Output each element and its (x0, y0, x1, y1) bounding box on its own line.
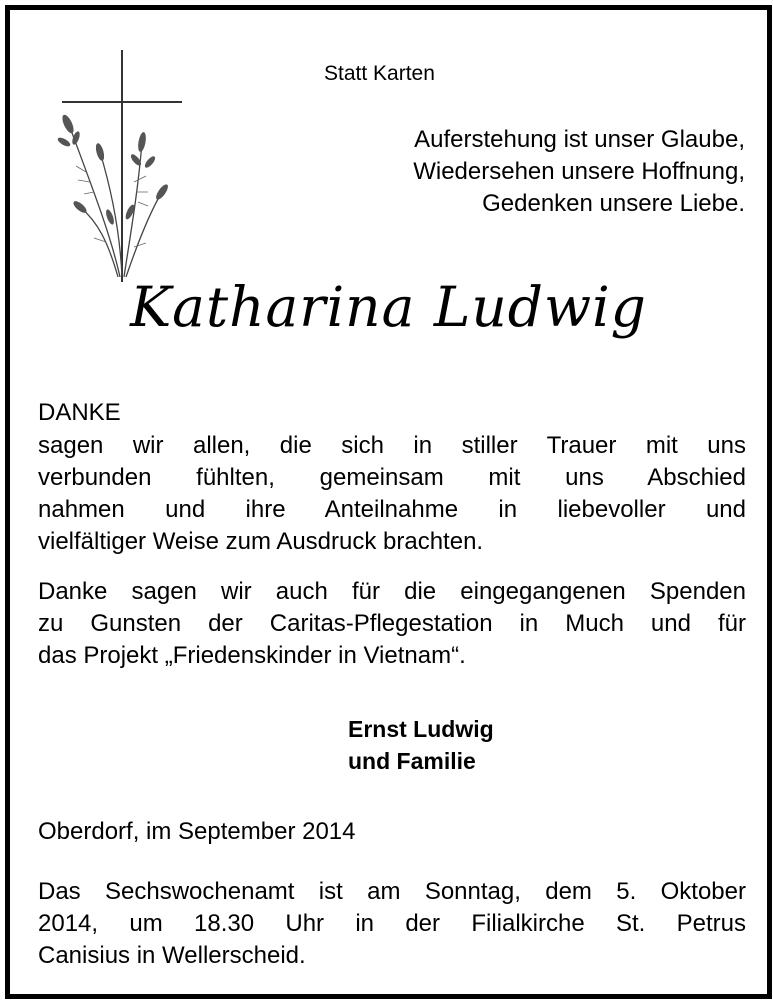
memorial-quote (325, 124, 745, 220)
thanks-heading: DANKE (38, 399, 121, 426)
paragraph-line: das Projekt „Friedenskinder in Vietnam“. (38, 642, 466, 669)
paragraph-line: sagen wir allen, die sich in stiller Trauer mit uns (38, 432, 746, 459)
service-paragraph (38, 876, 746, 972)
paragraph-line: Das Sechswochenamt ist am Sonntag, dem 5. Oktober (38, 878, 746, 905)
obituary-notice (5, 5, 772, 999)
paragraph-line: vielfältiger Weise zum Ausdruck brachten. (38, 528, 484, 555)
place-and-date: Oberdorf, im September 2014 (38, 818, 356, 845)
paragraph-line: verbunden fühlten, gemeinsam mit uns Abschied (38, 464, 746, 491)
statt-karten-text: Statt Karten (324, 62, 435, 85)
paragraph-line: nahmen und ihre Anteilnahme in liebevoller und (38, 496, 746, 523)
signature-block (348, 713, 494, 777)
thanks-paragraph (38, 430, 746, 558)
deceased-name: Katharina Ludwig (130, 275, 647, 339)
paragraph-line: 2014, um 18.30 Uhr in der Filialkirche St. Petrus (38, 910, 746, 937)
signature-name: Ernst Ludwig (348, 716, 494, 742)
paragraph-line: zu Gunsten der Caritas-Pflegestation in Much und für (38, 610, 746, 637)
cross-with-wheat-icon (50, 42, 190, 287)
quote-line: Wiedersehen unsere Hoffnung, (413, 158, 745, 185)
quote-line: Gedenken unsere Liebe. (482, 190, 745, 217)
signature-family: und Familie (348, 748, 476, 774)
donations-paragraph (38, 576, 746, 672)
paragraph-line: Canisius in Wellerscheid. (38, 942, 306, 969)
quote-line: Auferstehung ist unser Glaube, (414, 126, 745, 153)
paragraph-line: Danke sagen wir auch für die eingegangenen Spenden (38, 578, 746, 605)
